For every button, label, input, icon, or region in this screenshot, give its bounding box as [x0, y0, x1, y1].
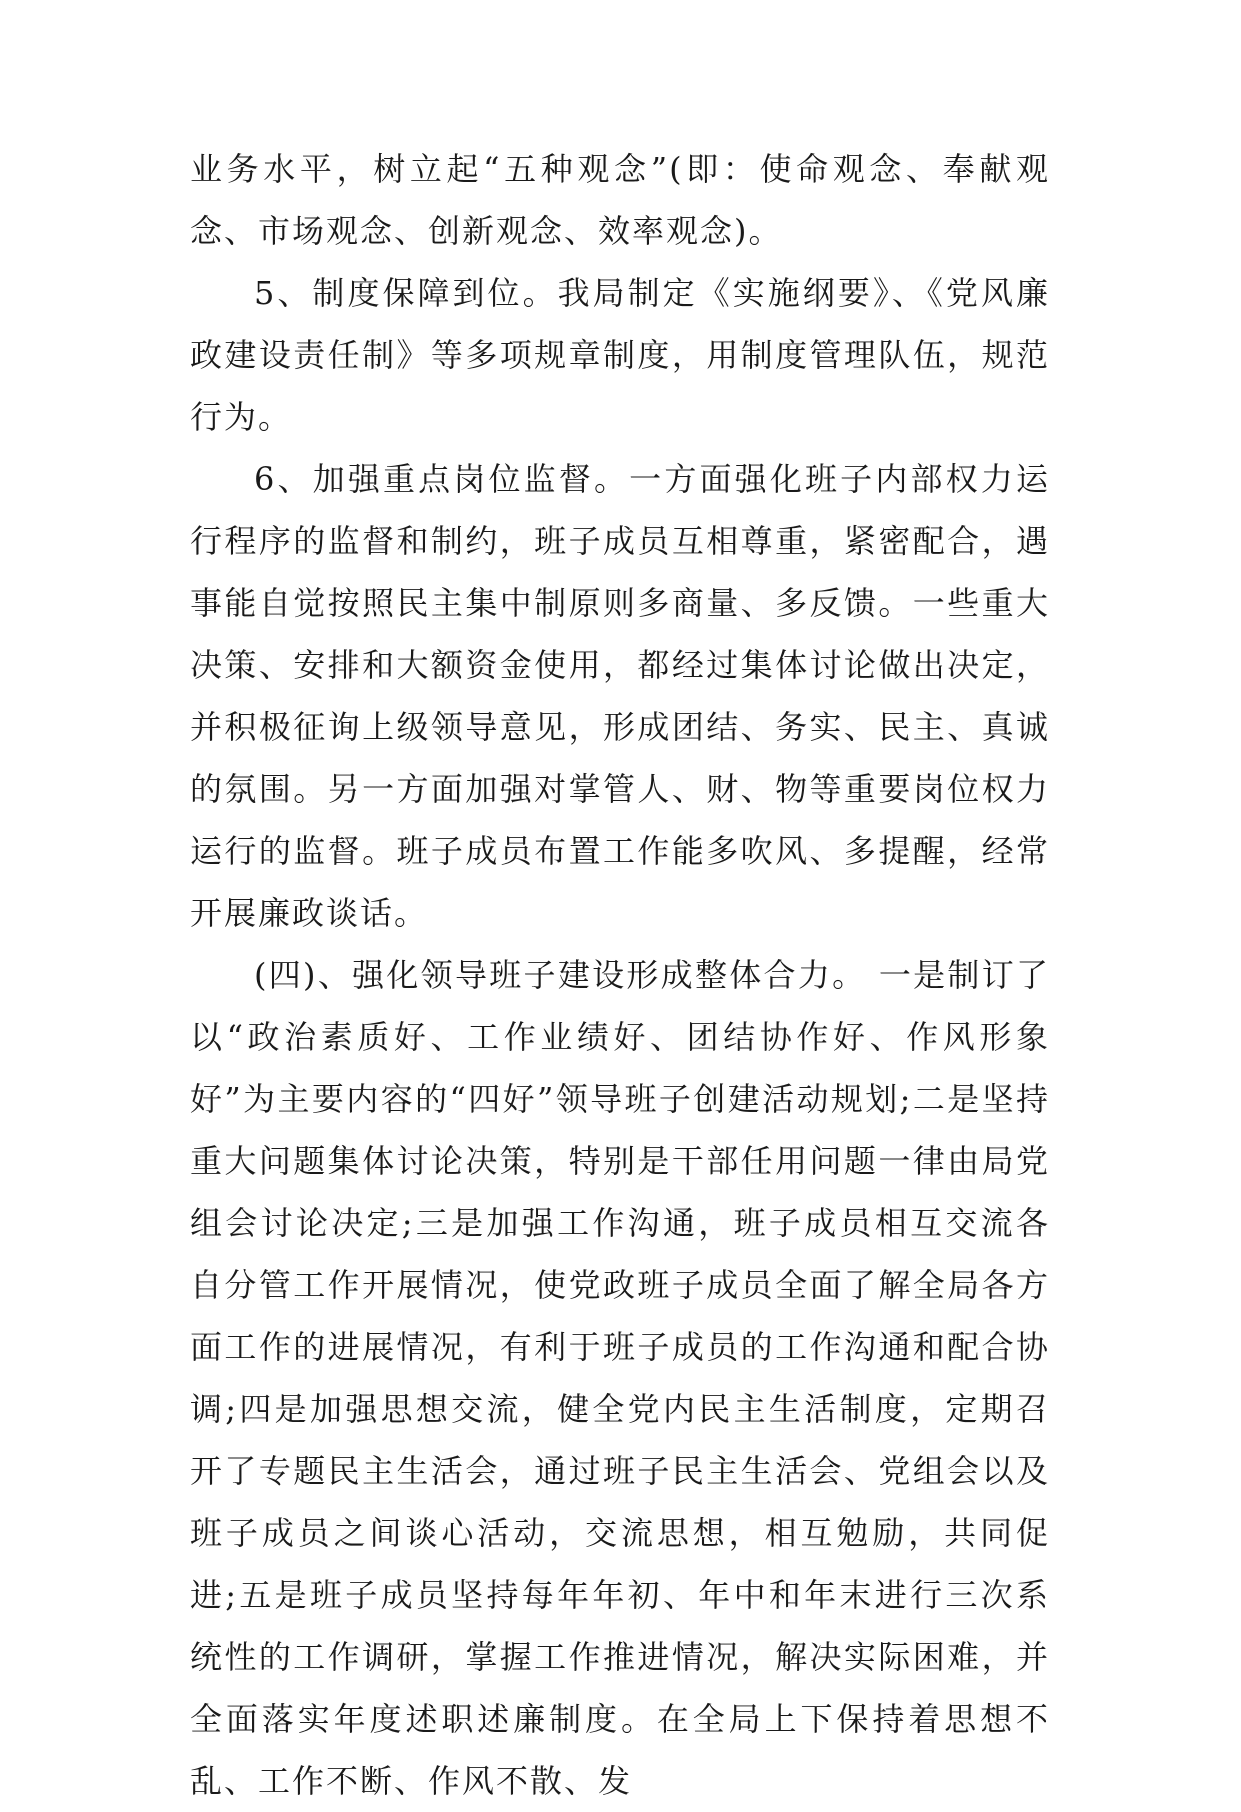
- paragraph-4: (四)、强化领导班子建设形成整体合力。 一是制订了以“政治素质好、工作业绩好、团结协作好、作风形象好”为主要内容的“四好”领导班子创建活动规划;二是坚持重大问题集体讨论决策，特别是干部任用问题一律由局党组会讨论决定;三是加强工作沟通，班子成员相互交流各自分管工作开展情况，使党政班子成员全面了解全局各方面工作的进展情况，有利于班子成员的工作沟通和配合协调;四是加强思想交流，健全党内民主生活制度，定期召开了专题民主生活会，通过班子民主生活会、党组会以及班子成员之间谈心活动，交流思想，相互勉励，共同促进;五是班子成员坚持每年年初、年中和年末进行三次系统性的工作调研，掌握工作推进情况，解决实际困难，并全面落实年度述职述廉制度。在全局上下保持着思想不乱、工作不断、作风不散、发: [190, 956, 1050, 1800]
- paragraph-2: 5、制度保障到位。我局制定《实施纲要》、《党风廉政建设责任制》等多项规章制度，用制度管理队伍，规范行为。: [190, 274, 1050, 436]
- document-body: [190, 138, 1050, 1812]
- paragraph-1: 业务水平，树立起“五种观念”(即：使命观念、奉献观念、市场观念、创新观念、效率观念)。: [190, 150, 1050, 250]
- paragraph-3: 6、加强重点岗位监督。一方面强化班子内部权力运行程序的监督和制约，班子成员互相尊重，紧密配合，遇事能自觉按照民主集中制原则多商量、多反馈。一些重大决策、安排和大额资金使用，都经过集体讨论做出决定，并积极征询上级领导意见，形成团结、务实、民主、真诚的氛围。另一方面加强对掌管人、财、物等重要岗位权力运行的监督。班子成员布置工作能多吹风、多提醒，经常开展廉政谈话。: [190, 460, 1050, 932]
